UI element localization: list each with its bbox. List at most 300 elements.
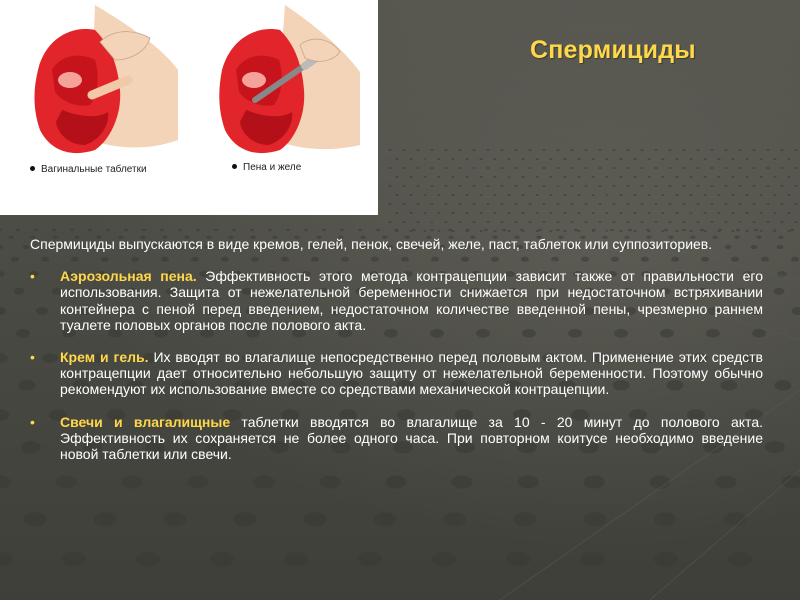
floor-dot <box>507 212 510 214</box>
floor-dot <box>628 229 632 231</box>
caption-foam-jelly <box>232 162 301 173</box>
floor-dot <box>724 203 727 205</box>
floor-dot <box>521 176 524 178</box>
floor-dot <box>745 212 748 214</box>
floor-dot <box>514 149 517 151</box>
floor-dot <box>388 149 391 151</box>
floor-dot <box>493 194 496 196</box>
floor-dot <box>773 212 776 214</box>
floor-dot <box>591 212 594 214</box>
list-item <box>30 414 763 463</box>
floor-dot <box>535 194 538 196</box>
floor-dot <box>556 203 559 205</box>
floor-dot <box>791 257 799 262</box>
floor-dot <box>682 149 685 151</box>
floor-dot <box>654 167 657 169</box>
floor-dot <box>654 552 678 567</box>
floor-dot <box>444 221 447 223</box>
floor-dot <box>759 158 762 160</box>
floor-dot <box>437 212 440 214</box>
floor-dot <box>605 212 608 214</box>
floor-dot <box>591 230 594 232</box>
list-item <box>30 268 763 333</box>
floor-dot <box>640 221 643 223</box>
floor-dot <box>724 185 727 187</box>
floor-dot <box>451 230 454 232</box>
floor-dot <box>388 167 391 169</box>
floor-dot <box>500 185 503 187</box>
floor-dot <box>472 221 475 223</box>
floor-dot <box>563 212 566 214</box>
floor-dot <box>304 512 327 526</box>
floor-dot <box>556 167 559 169</box>
floor-dot <box>703 230 706 232</box>
floor-dot <box>521 212 524 214</box>
floor-dot <box>458 149 461 151</box>
floor-dot <box>416 149 419 151</box>
floor-dot <box>268 229 272 231</box>
floor-dot <box>717 212 720 214</box>
floor-dot <box>787 176 790 178</box>
floor-dot <box>563 194 566 196</box>
floor-dot <box>668 203 671 205</box>
floor-dot <box>668 167 671 169</box>
floor-dot <box>647 212 650 214</box>
floor-dot <box>745 194 748 196</box>
floor-dot <box>486 167 489 169</box>
floor-dot <box>787 194 790 196</box>
floor-dot <box>577 212 580 214</box>
floor-dot <box>416 167 419 169</box>
floor-dot <box>773 158 776 160</box>
floor-dot <box>675 212 678 214</box>
floor-dot <box>598 167 601 169</box>
floor-dot <box>500 203 503 205</box>
floor-dot <box>598 203 601 205</box>
floor-dot <box>577 230 580 232</box>
floor-dot <box>13 288 24 295</box>
floor-dot <box>605 158 608 160</box>
floor-dot <box>535 158 538 160</box>
floor-dot <box>521 194 524 196</box>
floor-dot <box>444 185 447 187</box>
floor-dot <box>479 212 482 214</box>
floor-dot <box>787 230 790 232</box>
floor-dot <box>486 221 489 223</box>
floor-dot <box>451 212 454 214</box>
floor-dot <box>689 194 692 196</box>
floor-dot <box>465 158 468 160</box>
floor-dot <box>484 229 488 231</box>
floor-dot <box>689 158 692 160</box>
floor-dot <box>664 229 668 231</box>
floor-dot <box>444 203 447 205</box>
floor-dot <box>423 230 426 232</box>
floor-dot <box>570 203 573 205</box>
floor-dot <box>717 158 720 160</box>
floor-dot <box>668 221 671 223</box>
floor-dot <box>395 158 398 160</box>
floor-dot <box>458 203 461 205</box>
floor-dot <box>430 185 433 187</box>
floor-dot <box>16 229 20 231</box>
floor-dot <box>451 176 454 178</box>
floor-dot <box>563 176 566 178</box>
floor-dot <box>458 185 461 187</box>
floor-dot <box>395 194 398 196</box>
floor-dot <box>11 257 19 262</box>
floor-dot <box>682 221 685 223</box>
bullet-icon: • <box>30 268 35 285</box>
floor-dot <box>444 149 447 151</box>
floor-dot <box>654 203 657 205</box>
vaginal-tablets-figure <box>34 5 178 153</box>
floor-dot <box>724 221 727 223</box>
floor-dot <box>696 185 699 187</box>
floor-dot <box>409 194 412 196</box>
floor-dot <box>465 212 468 214</box>
floor-dot <box>780 203 783 205</box>
floor-dot <box>584 149 587 151</box>
floor-dot <box>794 185 797 187</box>
floor-dot <box>717 194 720 196</box>
floor-dot <box>556 221 559 223</box>
floor-dot <box>724 149 727 151</box>
list-item <box>30 349 763 398</box>
floor-dot <box>458 167 461 169</box>
floor-dot <box>507 230 510 232</box>
floor-dot <box>451 194 454 196</box>
floor-dot <box>781 475 800 488</box>
item-text: таблетки вводятся во влагалище за 10 - 20 минут до полового акта. Эффективность их сохраняется не более одного часа. При повторном коитусе необходимо введение новой таблетки или свечи. <box>60 413 763 463</box>
floor-dot <box>700 229 704 231</box>
floor-dot <box>402 185 405 187</box>
floor-dot <box>612 149 615 151</box>
floor-dot <box>703 158 706 160</box>
floor-dot <box>549 212 552 214</box>
floor-dot <box>754 229 758 231</box>
floor-dot <box>738 167 741 169</box>
slide-title: Спермициды <box>530 36 696 64</box>
floor-dot <box>514 167 517 169</box>
floor-dot <box>780 221 783 223</box>
floor-dot <box>661 212 664 214</box>
floor-dot <box>409 176 412 178</box>
floor-dot <box>724 167 727 169</box>
caption-vaginal-tablets <box>30 164 147 175</box>
floor-dot <box>675 230 678 232</box>
floor-dot <box>633 158 636 160</box>
floor-dot <box>647 194 650 196</box>
floor-dot <box>675 158 678 160</box>
floor-dot <box>409 212 412 214</box>
floor-dot <box>766 185 769 187</box>
floor-dot <box>430 229 434 231</box>
floor-dot <box>479 230 482 232</box>
floor-dot <box>619 176 622 178</box>
floor-dot <box>451 158 454 160</box>
floor-dot <box>0 475 11 488</box>
floor-dot <box>710 185 713 187</box>
floor-dot <box>500 167 503 169</box>
floor-dot <box>752 167 755 169</box>
floor-dot <box>778 236 783 239</box>
caption-text: Вагинальные таблетки <box>41 164 147 175</box>
slide-body <box>30 236 763 478</box>
floor-dot <box>388 203 391 205</box>
floor-dot <box>502 229 506 231</box>
floor-dot <box>388 221 391 223</box>
floor-dot <box>416 203 419 205</box>
floor-dot <box>780 185 783 187</box>
floor-dot <box>661 194 664 196</box>
floor-dot <box>136 552 160 567</box>
floor-dot <box>23 245 30 249</box>
floor-dot <box>584 203 587 205</box>
floor-dot <box>731 212 734 214</box>
floor-dot <box>374 512 397 526</box>
floor-dot <box>752 221 755 223</box>
floor-dot <box>514 185 517 187</box>
floor-dot <box>775 380 792 391</box>
floor-dot <box>16 329 30 338</box>
floor-dot <box>507 194 510 196</box>
item-text: Их вводят во влагалище непосредственно перед половым актом. Применение этих средств контрацепции дает относительно небольшую защиту от нежелательной беременности. Поэтому обычно рекомендуют их использование вместе со средствами механической контрацепции. <box>60 349 763 398</box>
floor-dot <box>633 230 636 232</box>
floor-dot <box>738 149 741 151</box>
floor-dot <box>412 229 416 231</box>
floor-dot <box>304 229 308 231</box>
floor-dot <box>696 221 699 223</box>
floor-dot <box>794 203 797 205</box>
floor-dot <box>717 176 720 178</box>
floor-dot <box>689 230 692 232</box>
floor-dot <box>591 176 594 178</box>
floor-dot <box>250 229 254 231</box>
floor-dot <box>493 230 496 232</box>
floor-dot <box>402 221 405 223</box>
floor-dot <box>777 245 784 249</box>
floor-dot <box>437 176 440 178</box>
floor-dot <box>766 203 769 205</box>
floor-dot <box>794 221 797 223</box>
floor-dot <box>612 185 615 187</box>
floor-dot <box>766 149 769 151</box>
floor-dot <box>675 194 678 196</box>
floor-dot <box>728 552 752 567</box>
floor-dot <box>787 158 790 160</box>
floor-dot <box>619 212 622 214</box>
floor-dot <box>640 167 643 169</box>
floor-dot <box>549 158 552 160</box>
floor-dot <box>654 221 657 223</box>
floor-dot <box>486 185 489 187</box>
floor-dot <box>549 176 552 178</box>
floor-dot <box>745 176 748 178</box>
floor-dot <box>549 194 552 196</box>
floor-dot <box>682 185 685 187</box>
floor-dot <box>570 185 573 187</box>
floor-dot <box>432 552 456 567</box>
floor-dot <box>376 229 380 231</box>
floor-dot <box>765 441 785 453</box>
floor-dot <box>661 176 664 178</box>
floor-dot <box>395 212 398 214</box>
floor-dot <box>542 167 545 169</box>
floor-dot <box>210 552 234 567</box>
floor-dot <box>528 167 531 169</box>
caption-bullet-icon <box>232 164 237 169</box>
floor-dot <box>605 176 608 178</box>
floor-dot <box>654 149 657 151</box>
floor-dot <box>430 149 433 151</box>
floor-dot <box>358 552 382 567</box>
floor-dot <box>640 185 643 187</box>
floor-dot <box>703 194 706 196</box>
floor-dot <box>542 185 545 187</box>
floor-dot <box>759 212 762 214</box>
floor-dot <box>570 149 573 151</box>
floor-dot <box>402 167 405 169</box>
floor-dot <box>395 230 398 232</box>
illustration-panel <box>0 0 378 215</box>
floor-dot <box>528 203 531 205</box>
floor-dot <box>790 229 794 231</box>
floor-dot <box>640 149 643 151</box>
floor-dot <box>535 230 538 232</box>
floor-dot <box>584 221 587 223</box>
floor-dot <box>528 185 531 187</box>
floor-dot <box>584 167 587 169</box>
floor-dot <box>402 149 405 151</box>
floor-dot <box>8 236 13 239</box>
item-text: Эффективность этого метода контрацепции зависит также от правильности его использования. Защита от нежелательной беременности снижается при недостаточном встряхивании контейнера с пеной перед введением, недостаточном количестве введенной пены, чрезмерно раннем туалете половых органов после полового акта. <box>60 268 763 333</box>
floor-dot <box>528 221 531 223</box>
floor-dot <box>395 176 398 178</box>
floor-dot <box>577 158 580 160</box>
floor-dot <box>710 167 713 169</box>
floor-dot <box>479 158 482 160</box>
caption-text: Пена и желе <box>243 162 302 173</box>
floor-dot <box>612 221 615 223</box>
caption-bullet-icon <box>30 166 35 171</box>
floor-dot <box>514 221 517 223</box>
floor-dot <box>234 512 257 526</box>
floor-dot <box>479 194 482 196</box>
floor-dot <box>661 158 664 160</box>
floor-dot <box>759 176 762 178</box>
foam-and-jelly-figure <box>219 5 360 153</box>
floor-dot <box>556 149 559 151</box>
floor-dot <box>717 230 720 232</box>
floor-dot <box>448 229 452 231</box>
floor-dot <box>647 176 650 178</box>
floor-dot <box>668 149 671 151</box>
floor-dot <box>710 221 713 223</box>
floor-dot <box>626 167 629 169</box>
floor-dot <box>486 203 489 205</box>
floor-dot <box>0 229 2 231</box>
floor-dot <box>444 167 447 169</box>
floor-dot <box>70 229 74 231</box>
floor-dot <box>94 512 117 526</box>
floor-dot <box>493 212 496 214</box>
floor-dot <box>591 194 594 196</box>
floor-dot <box>710 149 713 151</box>
floor-dot <box>458 221 461 223</box>
floor-dot <box>647 158 650 160</box>
floor-dot <box>633 176 636 178</box>
floor-dot <box>668 185 671 187</box>
floor-dot <box>598 221 601 223</box>
item-keyword: Аэрозольная пена. <box>60 268 197 285</box>
floor-dot <box>34 229 38 231</box>
floor-dot <box>486 149 489 151</box>
floor-dot <box>423 194 426 196</box>
floor-dot <box>164 512 187 526</box>
floor-dot <box>528 149 531 151</box>
floor-dot <box>794 149 797 151</box>
floor-dot <box>196 229 200 231</box>
floor-dot <box>738 203 741 205</box>
floor-dot <box>626 203 629 205</box>
floor-dot <box>759 230 762 232</box>
floor-dot <box>619 158 622 160</box>
floor-dot <box>598 149 601 151</box>
floor-dot <box>773 194 776 196</box>
floor-dot <box>388 185 391 187</box>
floor-dot <box>773 176 776 178</box>
floor-dot <box>584 185 587 187</box>
floor-dot <box>24 512 47 526</box>
floor-dot <box>493 158 496 160</box>
floor-dot <box>766 167 769 169</box>
floor-dot <box>358 229 362 231</box>
floor-dot <box>472 185 475 187</box>
floor-dot <box>542 221 545 223</box>
floor-dot <box>731 176 734 178</box>
floor-dot <box>731 194 734 196</box>
floor-dot <box>542 203 545 205</box>
floor-dot <box>647 230 650 232</box>
floor-dot <box>703 212 706 214</box>
floor-dot <box>654 512 677 526</box>
floor-dot <box>626 149 629 151</box>
floor-dot <box>661 230 664 232</box>
floor-dot <box>752 149 755 151</box>
floor-dot <box>0 307 6 315</box>
floor-dot <box>675 176 678 178</box>
floor-dot <box>430 167 433 169</box>
floor-dot <box>731 158 734 160</box>
floor-dot <box>696 203 699 205</box>
floor-dot <box>507 158 510 160</box>
floor-dot <box>437 158 440 160</box>
floor-dot <box>689 176 692 178</box>
bullet-icon: • <box>30 413 35 430</box>
floor-dot <box>577 176 580 178</box>
floor-dot <box>731 230 734 232</box>
floor-dot <box>549 230 552 232</box>
floor-dot <box>444 512 467 526</box>
floor-dot <box>654 185 657 187</box>
floor-dot <box>106 229 110 231</box>
floor-dot <box>142 229 146 231</box>
floor-dot <box>52 229 56 231</box>
floor-dot <box>479 176 482 178</box>
floor-dot <box>322 229 326 231</box>
floor-dot <box>409 230 412 232</box>
